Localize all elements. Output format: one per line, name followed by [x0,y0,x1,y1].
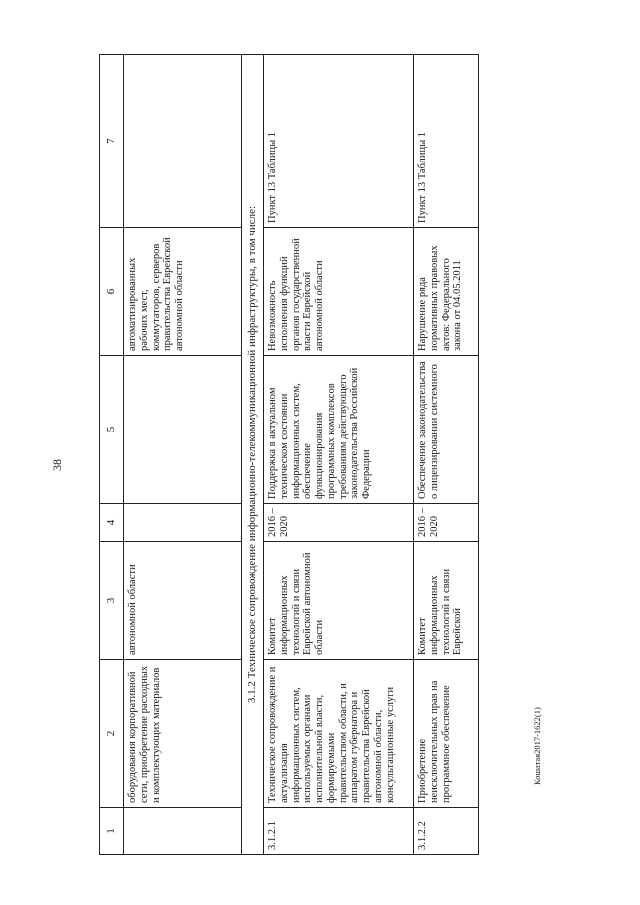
section-row [242,55,264,855]
table-cell: Пункт 13 Таблицы 1 [414,55,479,228]
table-cell: Нарушение ряда нормативных правовых актов: Федерального закона от 04.05.2011 [414,228,479,356]
table-cell: 2016 – 2020 [414,504,479,542]
table-cell: Обеспечение законодательства о лицензировании системного [414,356,479,504]
header-cell: 5 [100,356,124,504]
header-cell: 2 [100,660,124,808]
plan-table [99,54,479,855]
table-cell [124,504,242,542]
header-row [100,55,124,855]
document-code: Кошатая2017-1622(1) [532,707,542,785]
table-cell: Приобретение неисключительных прав на программное обеспечение [414,660,479,808]
table-row [124,55,242,855]
table-cell: Невозможность исполнения функций органов государственной власти Еврейской автономной области [264,228,414,356]
rotated-page-content [99,55,479,855]
header-cell: 1 [100,808,124,855]
table-row [264,55,414,855]
page-number: 38 [50,459,64,471]
table-cell: автоматизированных рабочих мест, коммутаторов, серверов правительства Еврейской автономной области [124,228,242,356]
table-cell: 3.1.2.1 [264,808,414,855]
section-title: 3.1.2 Техническое сопровождение информационно-телекоммуникационной инфраструктуры, в том числе: [242,55,264,855]
table-cell: Комитет информационных технологий и связи Еврейской автономной области [264,542,414,660]
table-cell: 2016 – 2020 [264,504,414,542]
table-cell: Пункт 13 Таблицы 1 [264,55,414,228]
header-cell: 3 [100,542,124,660]
header-cell: 4 [100,504,124,542]
header-cell: 7 [100,55,124,228]
header-cell: 6 [100,228,124,356]
table-cell: Комитет информационных технологий и связи Еврейской [414,542,479,660]
table-cell: автономной области [124,542,242,660]
table-cell: 3.1.2.2 [414,808,479,855]
table-cell [124,55,242,228]
table-row [414,55,479,855]
table-cell: Техническое сопровождение и актуализация информационных систем, используемых органами исполнительной власти, формируемыми правительством области, и аппаратом губернатора и правительства Еврейской автономной области, консультационные услуги [264,660,414,808]
table-cell: Поддержка в актуальном техническом состоянии информационных систем, обеспечение функционирования программных комплексов требованиям действующего законодательства Российской Федерации [264,356,414,504]
table-cell [124,356,242,504]
table-cell: оборудования корпоративной сети, приобретение расходных и комплектующих материалов [124,660,242,808]
table-cell [124,808,242,855]
